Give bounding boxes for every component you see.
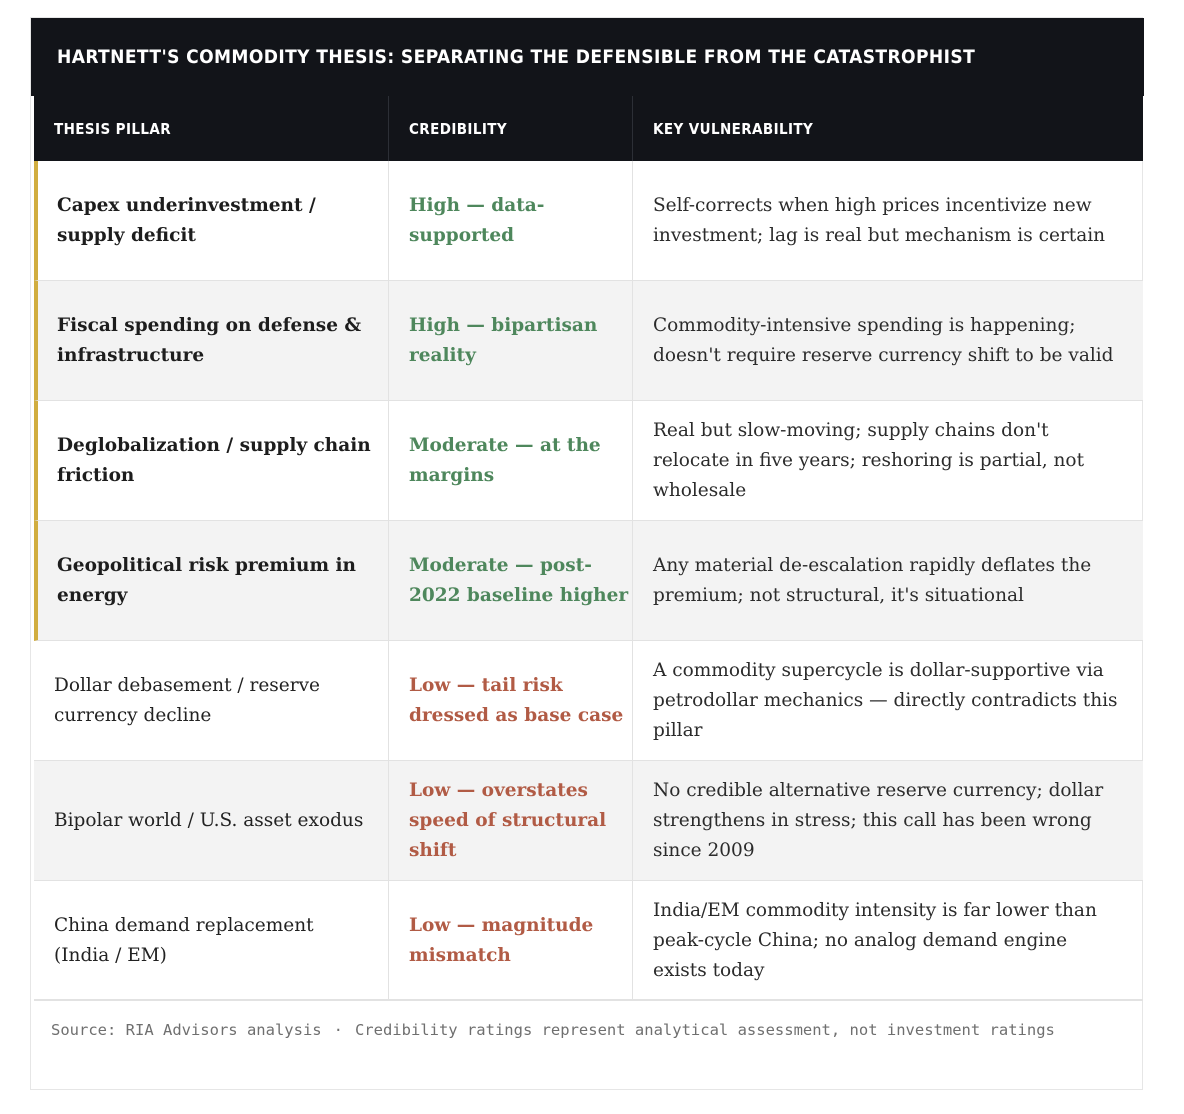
credibility-cell: High — bipartisan reality: [409, 314, 598, 366]
thesis-table-card: [30, 17, 1143, 1090]
credibility-cell: Moderate — at the margins: [409, 434, 601, 486]
credibility-cell: Moderate — post-2022 baseline higher: [409, 554, 629, 606]
table-row: [34, 761, 1143, 881]
source-text: Source: RIA Advisors analysis: [51, 1021, 322, 1039]
credibility-cell: High — data-supported: [409, 194, 545, 246]
column-header-pillar: THESIS PILLAR: [54, 120, 172, 138]
footer-separator: ·: [333, 1021, 343, 1039]
table-row: [34, 881, 1143, 1001]
column-divider: [632, 281, 633, 400]
pillar-cell: China demand replacement (India / EM): [54, 914, 314, 966]
pillar-cell: Deglobalization / supply chain friction: [57, 434, 371, 486]
column-divider: [632, 161, 633, 280]
table-row: [34, 521, 1143, 641]
column-divider: [388, 401, 389, 520]
table-row: [34, 641, 1143, 761]
credibility-cell: Low — tail risk dressed as base case: [409, 674, 624, 726]
column-header-vulnerability: KEY VULNERABILITY: [653, 120, 814, 138]
pillar-cell: Dollar debasement / reserve currency decline: [54, 674, 320, 726]
vulnerability-cell: Commodity-intensive spending is happening; doesn't require reserve currency shift to be valid: [653, 314, 1114, 366]
column-divider: [632, 521, 633, 640]
ratings-note: Credibility ratings represent analytical assessment, not investment ratings: [354, 1021, 1055, 1039]
table-row: [34, 161, 1143, 281]
column-divider: [388, 881, 389, 1000]
header-divider: [388, 96, 389, 161]
vulnerability-cell: Self-corrects when high prices incentivize new investment; lag is real but mechanism is certain: [653, 194, 1106, 246]
column-header-credibility: CREDIBILITY: [409, 120, 508, 138]
pillar-cell: Capex underinvestment / supply deficit: [57, 194, 316, 246]
column-divider: [388, 161, 389, 280]
column-divider: [388, 521, 389, 640]
vulnerability-cell: No credible alternative reserve currency; dollar strengthens in stress; this call has been wrong since 2009: [653, 779, 1104, 861]
source-footnote: [51, 1014, 1121, 1047]
pillar-cell: Fiscal spending on defense & infrastructure: [57, 314, 362, 366]
credibility-cell: Low — overstates speed of structural shift: [409, 779, 607, 861]
table-row: [34, 281, 1143, 401]
column-divider: [632, 761, 633, 880]
credibility-cell: Low — magnitude mismatch: [409, 914, 594, 966]
table-header-row: [34, 96, 1143, 161]
vulnerability-cell: Real but slow-moving; supply chains don't relocate in five years; reshoring is partial, not wholesale: [653, 419, 1085, 501]
column-divider: [388, 761, 389, 880]
table-row: [34, 401, 1143, 521]
column-divider: [388, 281, 389, 400]
vulnerability-cell: Any material de-escalation rapidly deflates the premium; not structural, it's situational: [653, 554, 1092, 606]
column-divider: [632, 881, 633, 1000]
column-divider: [632, 641, 633, 760]
vulnerability-cell: A commodity supercycle is dollar-supportive via petrodollar mechanics — directly contradicts this pillar: [653, 659, 1118, 741]
column-divider: [632, 401, 633, 520]
header-divider: [632, 96, 633, 161]
pillar-cell: Geopolitical risk premium in energy: [57, 554, 356, 606]
column-divider: [388, 641, 389, 760]
table-title: HARTNETT'S COMMODITY THESIS: SEPARATING THE DEFENSIBLE FROM THE CATASTROPHIST: [31, 18, 1144, 96]
vulnerability-cell: India/EM commodity intensity is far lower than peak-cycle China; no analog demand engine exists today: [653, 899, 1097, 981]
pillar-cell: Bipolar world / U.S. asset exodus: [54, 809, 364, 831]
